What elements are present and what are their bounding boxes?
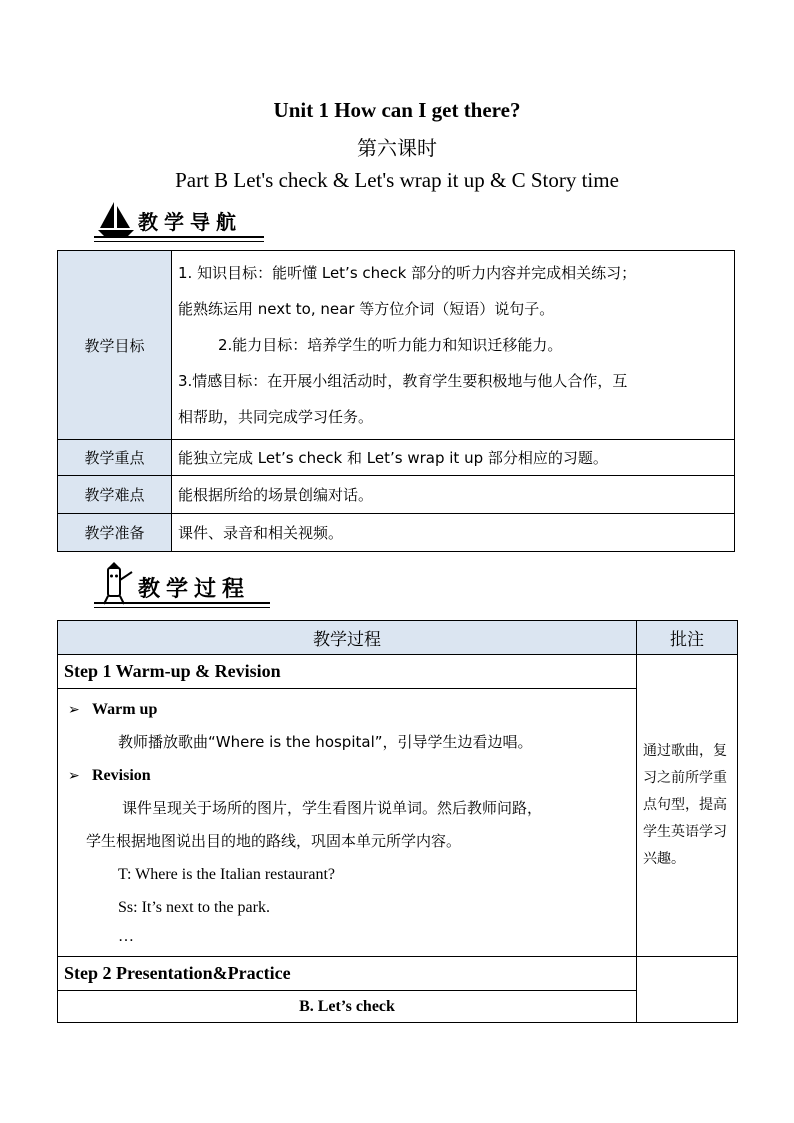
- goal-line: 2.能力目标：培养学生的听力能力和知识迁移能力。: [218, 336, 563, 354]
- goal-content: [172, 251, 735, 440]
- revision-heading-row: [64, 759, 630, 792]
- table-row: [58, 514, 735, 552]
- teaching-nav-table: [57, 250, 735, 552]
- unit-title: Unit 1 How can I get there?: [273, 98, 521, 122]
- teaching-nav-banner: [94, 200, 264, 240]
- teaching-nav-label: 教学导航: [138, 210, 242, 234]
- warmup-heading-row: [64, 693, 630, 726]
- banner-underline-thin: [94, 241, 264, 242]
- banner-underline: [94, 602, 270, 604]
- ellipsis: …: [118, 928, 134, 945]
- teaching-process-banner: [94, 566, 270, 606]
- prep-label: 教学准备: [58, 514, 172, 552]
- pencil-figure-icon: [96, 562, 136, 606]
- dialog-teacher: T: Where is the Italian restaurant?: [118, 866, 336, 883]
- table-row: [58, 251, 735, 440]
- table-row: [58, 991, 738, 1023]
- goal-line: 1. 知识目标：能听懂 Let’s check 部分的听力内容并完成相关练习；: [178, 264, 637, 282]
- difficulty-content: 能根据所给的场景创编对话。: [172, 476, 735, 514]
- table-row: [58, 689, 738, 957]
- prep-content: 课件、录音和相关视频。: [172, 514, 735, 552]
- banner-underline: [94, 236, 264, 238]
- step1-note: 通过歌曲，复习之前所学重点句型，提高学生英语学习兴趣。: [637, 655, 738, 957]
- section-b-title: B. Let’s check: [58, 991, 637, 1023]
- arrow-bullet-icon: ➢: [68, 702, 80, 718]
- step2-title: Step 2 Presentation&Practice: [58, 957, 637, 991]
- warmup-heading: Warm up: [92, 701, 158, 718]
- step2-note: [637, 957, 738, 1023]
- process-column-header: 教学过程: [58, 621, 637, 655]
- sailboat-icon: [96, 200, 136, 238]
- lesson-number: 第六课时: [357, 136, 437, 160]
- goal-label: 教学目标: [58, 251, 172, 440]
- table-row: [58, 476, 735, 514]
- dialog-students: Ss: It’s next to the park.: [118, 899, 270, 916]
- goal-line: 能熟练运用 next to, near 等方位介词（短语）说句子。: [178, 300, 555, 318]
- key-content: 能独立完成 Let’s check 和 Let’s wrap it up 部分相应的习题。: [172, 440, 735, 476]
- goal-line: 相帮助，共同完成学习任务。: [178, 408, 374, 426]
- table-row: [58, 957, 738, 991]
- key-label: 教学重点: [58, 440, 172, 476]
- notes-column-header: 批注: [637, 621, 738, 655]
- part-title: Part B Let's check & Let's wrap it up & C Story time: [175, 168, 619, 192]
- revision-heading: Revision: [92, 767, 151, 784]
- teaching-process-label: 教学过程: [138, 577, 251, 602]
- goal-line: 3.情感目标：在开展小组活动时，教育学生要积极地与他人合作，互: [178, 372, 628, 390]
- revision-text-line: 学生根据地图说出目的地的路线，巩固本单元所学内容。: [86, 832, 462, 850]
- teaching-process-table: [57, 620, 738, 1023]
- warmup-text: 教师播放歌曲“Where is the hospital”，引导学生边看边唱。: [118, 733, 533, 751]
- step1-body: [58, 689, 637, 957]
- step1-title: Step 1 Warm-up & Revision: [58, 655, 637, 689]
- table-row: [58, 440, 735, 476]
- arrow-bullet-icon: ➢: [68, 768, 80, 784]
- table-row: [58, 621, 738, 655]
- difficulty-label: 教学难点: [58, 476, 172, 514]
- banner-underline-thin: [94, 607, 270, 608]
- revision-text-line: 课件呈现关于场所的图片，学生看图片说单词。然后教师问路，: [122, 799, 543, 817]
- table-row: [58, 655, 738, 689]
